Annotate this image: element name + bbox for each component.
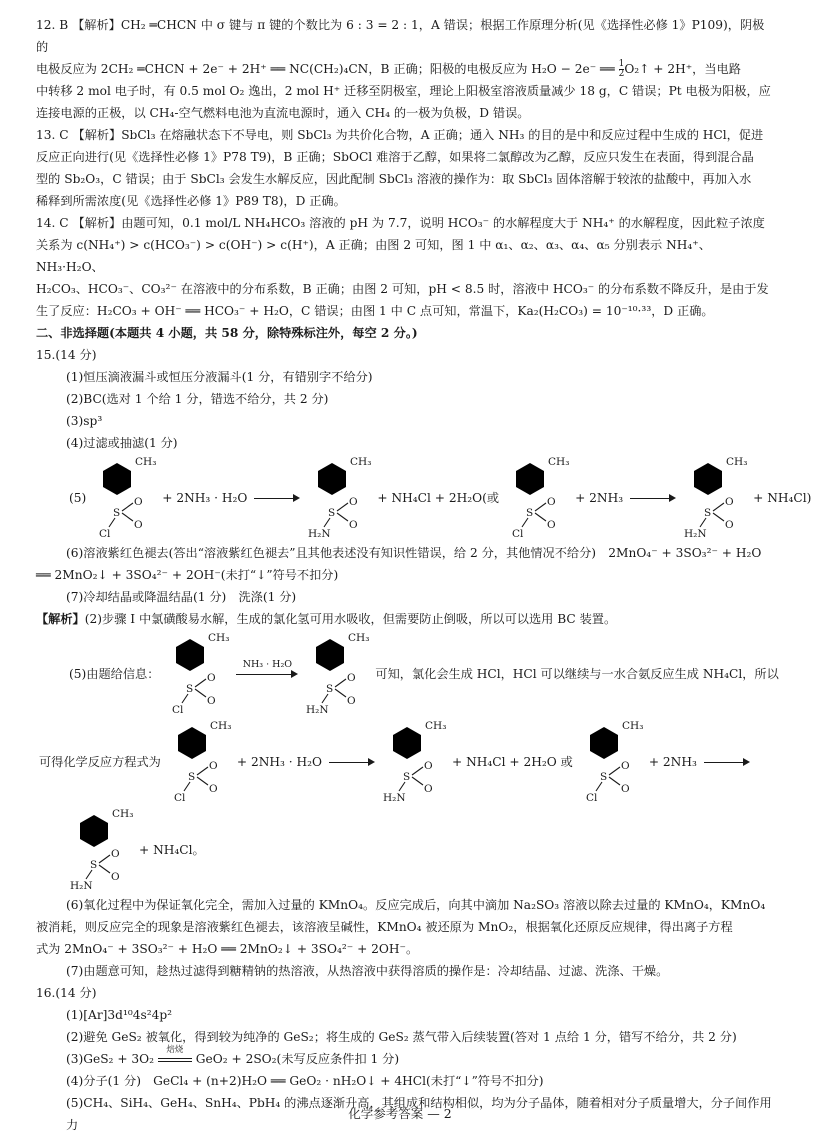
- mol-ch3: CH₃: [209, 720, 232, 732]
- q15-answer-5-equation: [36, 454, 812, 542]
- frac-num: 1: [618, 59, 625, 69]
- plus-nh4cl-close: + NH₄Cl): [753, 491, 812, 505]
- reaction-arrow-4: [704, 755, 750, 769]
- mol-s: S: [187, 771, 196, 783]
- mol-o-top: O: [111, 848, 120, 860]
- q16-a3-post: GeO₂ + 2SO₂(未写反应条件扣 1 分): [191, 1052, 400, 1066]
- q15-heading: 15.(14 分): [36, 348, 97, 362]
- mol-o-top: O: [347, 672, 356, 684]
- plus-2nh3-2: + 2NH₃: [648, 755, 697, 769]
- sulfonyl-chloride-structure-3: [162, 633, 232, 715]
- mol-h2n: H₂N: [308, 528, 331, 540]
- answer-page: [36, 14, 812, 1136]
- mol-o-bottom: O: [207, 695, 216, 707]
- mol-s: S: [526, 507, 534, 519]
- mol-o-top: O: [208, 760, 218, 772]
- reaction-arrow: [254, 491, 300, 505]
- q15-explanation-7: (7)由题意可知，趁热过滤得到糖精钠的热溶液，从热溶液中获得溶质的操作是：冷却结晶、过滤、洗涤、干燥。: [66, 964, 669, 978]
- q16-a3-pre: (3)GeS₂ + 3O₂: [66, 1052, 158, 1066]
- q15-answer-6-line-1: (6)溶液紫红色褪去(答出“溶液紫红色褪去”且其他表述没有知识性错误，给 2 分，其他情况不给分) 2MnO₄⁻ + 3SO₃²⁻ + H₂O: [66, 546, 762, 560]
- plus-nh3-h2o: + 2NH₃ · H₂O: [162, 491, 248, 505]
- mol-s: S: [113, 507, 121, 519]
- explanation-label: 【解析】: [36, 612, 85, 626]
- plus-nh4cl-2h2o-or-2: + NH₄Cl + 2H₂O 或: [452, 755, 573, 769]
- mol-o-bottom: O: [547, 519, 556, 531]
- mol-o-top: O: [134, 496, 143, 508]
- mol-h2n: H₂N: [383, 792, 406, 804]
- mol-cl: Cl: [585, 792, 598, 804]
- mol-cl: Cl: [99, 528, 111, 540]
- q15-explanation-6-line-1: (6)氧化过程中为保证氧化完全，需加入过量的 KMnO₄。反应完成后，向其中滴加 Na₂SO₃ 溶液以除去过量的 KMnO₄，KMnO₄: [66, 898, 766, 912]
- q12-line-3: 中转移 2 mol 电子时，有 0.5 mol O₂ 逸出，2 mol H⁺ 迁移至阴极室，理论上阳极室溶液质量减少 18 g，C 错误；Pt 电极为阳极，应: [36, 84, 771, 98]
- q16-answer-3: [36, 1044, 776, 1070]
- mol-ch3: CH₃: [348, 632, 370, 644]
- explanation-5-lead: (5)由题给信息：: [69, 667, 160, 681]
- sulfonyl-chloride-structure: [89, 457, 159, 539]
- mol-s: S: [326, 683, 334, 695]
- sulfonamide-structure-3: [302, 633, 372, 715]
- q13-line-1: 13. C 【解析】SbCl₃ 在熔融状态下不导电，则 SbCl₃ 为共价化合物，A 正确；通入 NH₃ 的目的是中和反应过程中生成的 HCl，促进: [36, 128, 764, 142]
- q16-answer-1: (1)[Ar]3d¹⁰4s²4p²: [66, 1008, 173, 1022]
- mol-o-bottom: O: [208, 783, 218, 795]
- mol-cl: Cl: [172, 704, 184, 716]
- q15-explanation-6-line-2: 被消耗，则反应完全的现象是溶液紫红色褪去，该溶液呈碱性，KMnO₄ 被还原为 MnO₂，根据氧化还原反应规律，得出离子方程: [36, 920, 733, 934]
- mol-o-bottom: O: [111, 871, 120, 883]
- reaction-arrow-with-condition: [236, 659, 298, 681]
- explanation-5-eq-lead: 可得化学反应方程式为: [39, 755, 161, 769]
- q16-heading: 16.(14 分): [36, 986, 97, 1000]
- q15-answer-2: (2)BC(选对 1 个给 1 分，错选不给分，共 2 分): [66, 392, 329, 406]
- q15-answer-6-line-2: ══ 2MnO₂↓ + 3SO₄²⁻ + 2OH⁻(未打“↓”符号不扣分): [36, 568, 339, 582]
- explanation-2-text: (2)步骤 Ⅰ 中氯磺酸易水解，生成的氯化氢可用水吸收，但需要防止倒吸，所以可以选用 BC 装置。: [84, 612, 617, 626]
- q12-line-2: [36, 58, 776, 80]
- mol-ch3: CH₃: [350, 456, 372, 468]
- mol-o-bottom: O: [349, 519, 359, 531]
- q14-line-3: H₂CO₃、HCO₃⁻、CO₃²⁻ 在溶液中的分布系数，B 正确；由图 2 可知，pH < 8.5 时，溶液中 HCO₃⁻ 的分布系数不降反升，是由于发: [36, 282, 769, 296]
- mol-h2n: H₂N: [70, 880, 93, 892]
- q15-explanation-5-info: [36, 630, 779, 718]
- answer-5-label: (5): [69, 491, 87, 505]
- mol-s: S: [599, 771, 608, 783]
- q15-explanation-5-equation: [36, 718, 776, 806]
- q15-answer-7: (7)冷却结晶或降温结晶(1 分) 洗涤(1 分): [66, 590, 297, 604]
- mol-ch3: CH₃: [621, 720, 644, 732]
- mol-cl: Cl: [173, 792, 186, 804]
- mol-s: S: [704, 507, 712, 519]
- q15-explanation-2: [36, 608, 776, 630]
- sulfonamide-structure: [304, 457, 374, 539]
- q14-line-1: 14. C 【解析】由题可知，0.1 mol/L NH₄HCO₃ 溶液的 pH 为 7.7，说明 HCO₃⁻ 的水解程度大于 NH₄⁺ 的水解程度，因此粒子浓度: [36, 216, 765, 230]
- q15-answer-1: (1)恒压滴液漏斗或恒压分液漏斗(1 分，有错别字不给分): [66, 370, 373, 384]
- q14-line-2: 关系为 c(NH₄⁺) > c(HCO₃⁻) > c(OH⁻) > c(H⁺)，A 正确；由图 2 可知，图 1 中 α₁、α₂、α₃、α₄、α₅ 分别表示 NH₄⁺、NH₃·H₂O、: [36, 238, 711, 274]
- mol-o-top: O: [725, 496, 734, 508]
- q16-a3-condition: 焙烧: [166, 1044, 184, 1055]
- mol-o-bottom: O: [620, 783, 630, 795]
- mol-o-top: O: [547, 496, 556, 508]
- q16-answer-4: (4)分子(1 分) GeCl₄ + (n+2)H₂O ══ GeO₂ · nH₂O↓ + 4HCl(未打“↓”符号不扣分): [66, 1074, 544, 1088]
- arrow-condition: NH₃ · H₂O: [242, 659, 293, 670]
- frac-den: 2: [618, 69, 625, 79]
- q16-answer-5: (5)CH₄、SiH₄、GeH₄、SnH₄、PbH₄ 的沸点逐渐升高，其组成和结构相似，均为分子晶体，随着相对分子质量增大，分子间作用力: [66, 1096, 772, 1132]
- sulfonyl-chloride-structure-5: [576, 721, 646, 803]
- mol-ch3: CH₃: [726, 456, 748, 468]
- page-footer: 化学参考答案 — 2: [348, 1106, 452, 1121]
- q12-line-2b: O₂↑ + 2H⁺，当电路: [624, 62, 741, 76]
- explanation-5-tail: + NH₄Cl。: [139, 843, 205, 857]
- q13-line-3: 型的 Sb₂O₃，C 错误；由于 SbCl₃ 会发生水解反应，因此配制 SbCl₃ 溶液的操作为：取 SbCl₃ 固体溶解于较浓的盐酸中，再加入水: [36, 172, 752, 186]
- mol-o-top: O: [424, 760, 433, 772]
- explanation-5-middle: 可知，氯化会生成 HCl，HCl 可以继续与一水合氨反应生成 NH₄Cl，所以: [375, 667, 779, 681]
- mol-o-bottom: O: [424, 783, 433, 795]
- mol-o-top: O: [620, 760, 630, 772]
- mol-o-top: O: [207, 672, 216, 684]
- sulfonamide-structure-2: [680, 457, 750, 539]
- mol-ch3: CH₃: [135, 456, 157, 468]
- reaction-arrow-2: [630, 491, 676, 505]
- plus-2nh3: + 2NH₃: [575, 491, 624, 505]
- mol-s: S: [403, 771, 411, 783]
- plus-nh3-h2o-2: + 2NH₃ · H₂O: [236, 755, 323, 769]
- mol-o-bottom: O: [347, 695, 356, 707]
- q15-explanation-5-product: [36, 806, 776, 894]
- q15-explanation-6-line-3: 式为 2MnO₄⁻ + 3SO₃²⁻ + H₂O ══ 2MnO₂↓ + 3SO₄²⁻ + 2OH⁻。: [36, 942, 419, 956]
- mol-o-top: O: [349, 496, 359, 508]
- sulfonamide-structure-4: [379, 721, 449, 803]
- q16-answer-2: (2)避免 GeS₂ 被氧化，得到较为纯净的 GeS₂；将生成的 GeS₂ 蒸气带入后续装置(答对 1 点给 1 分，错写不给分，共 2 分): [66, 1030, 737, 1044]
- q12-line-4: 连接电源的正极，以 CH₄-空气燃料电池为直流电源时，通入 CH₄ 的一极为负极，D 错误。: [36, 106, 530, 120]
- q14-line-4: 生了反应：H₂CO₃ + OH⁻ ══ HCO₃⁻ + H₂O，C 错误；由图 1 中 C 点可知，常温下，Ka₂(H₂CO₃) = 10⁻¹⁰·³³，D 正确。: [36, 304, 714, 318]
- plus-nh4cl-2h2o-or: + NH₄Cl + 2H₂O(或: [377, 491, 500, 505]
- q15-answer-4: (4)过滤或抽滤(1 分): [66, 436, 178, 450]
- mol-ch3: CH₃: [112, 808, 134, 820]
- section-heading: 二、非选择题(本题共 4 小题，共 58 分，除特殊标注外，每空 2 分。): [36, 326, 418, 340]
- mol-h2n: H₂N: [306, 704, 329, 716]
- q13-line-4: 稀释到所需浓度(见《选择性必修 1》P89 T8)，D 正确。: [36, 194, 346, 208]
- q15-answer-3: (3)sp³: [66, 414, 103, 428]
- mol-ch3: CH₃: [208, 632, 230, 644]
- mol-ch3: CH₃: [548, 456, 570, 468]
- q12-line-1: 12. B 【解析】CH₂ ═CHCN 中 σ 键与 π 键的个数比为 6 : 3 = 2 : 1，A 错误；根据工作原理分析(见《选择性必修 1》P109)，阴极的: [36, 18, 765, 54]
- sulfonyl-chloride-structure-2: [502, 457, 572, 539]
- mol-s: S: [90, 859, 98, 871]
- mol-o-bottom: O: [725, 519, 734, 531]
- mol-o-bottom: O: [134, 519, 143, 531]
- mol-ch3: CH₃: [425, 720, 447, 732]
- mol-s: S: [186, 683, 194, 695]
- q13-line-2: 反应正向进行(见《选择性必修 1》P78 T9)，B 正确；SbOCl 难溶于乙醇，如果将二氯醇改为乙醇，反应只发生在表面，得到混合晶: [36, 150, 754, 164]
- reaction-arrow-3: [329, 755, 375, 769]
- q12-line-2a: 电极反应为 2CH₂ ═CHCN + 2e⁻ + 2H⁺ ══ NC(CH₂)₄CN，B 正确；阳极的电极反应为 H₂O − 2e⁻ ══: [36, 62, 619, 76]
- sulfonamide-structure-5: [66, 809, 136, 891]
- mol-h2n: H₂N: [684, 528, 707, 540]
- mol-cl: Cl: [512, 528, 524, 540]
- sulfonyl-chloride-structure-4: [164, 721, 234, 803]
- mol-s: S: [328, 507, 336, 519]
- condition-equals-sign: [158, 1044, 192, 1067]
